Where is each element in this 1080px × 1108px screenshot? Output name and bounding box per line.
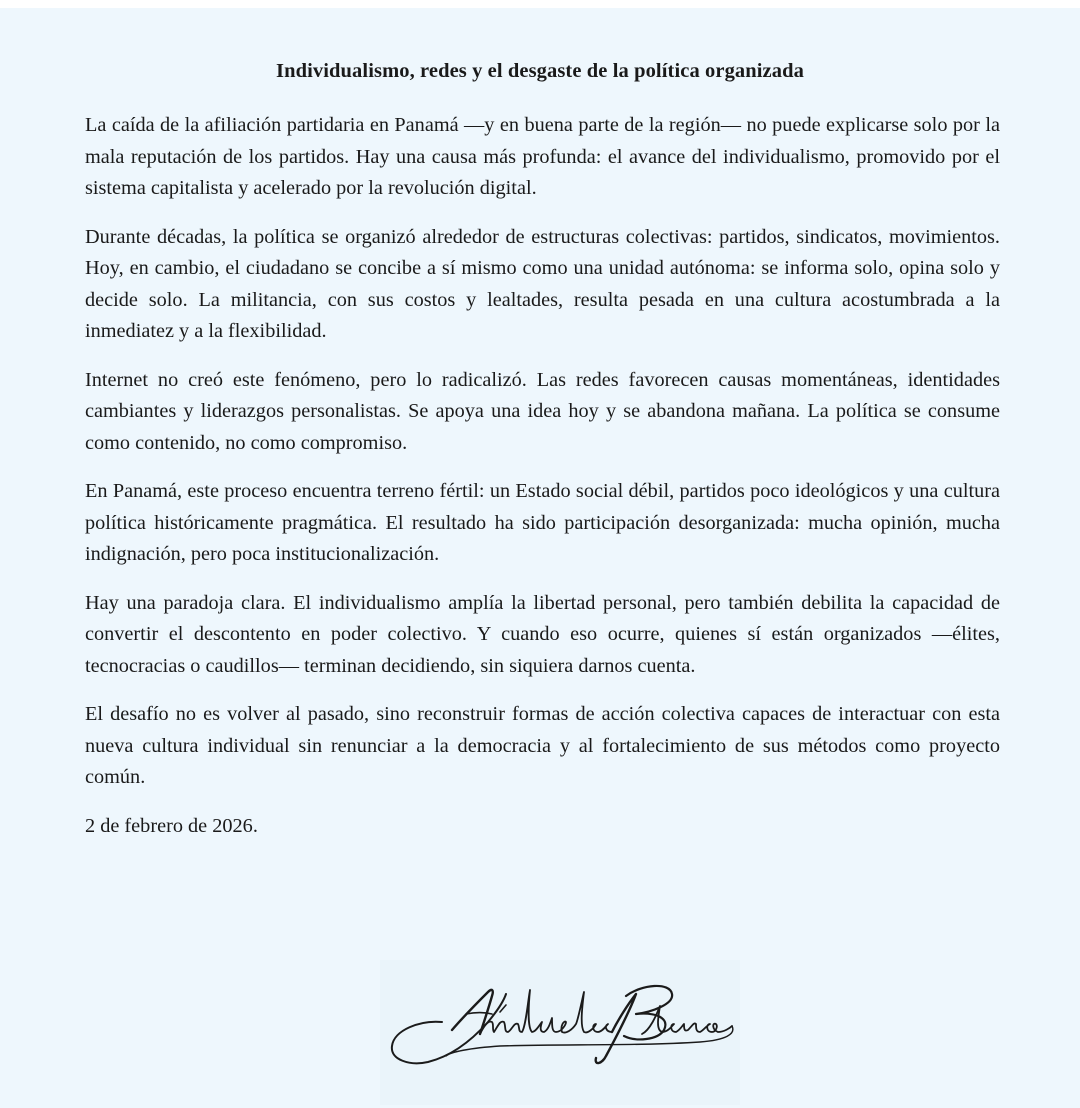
paragraph-3: Internet no creó este fenómeno, pero lo radicalizó. Las redes favorecen causas momentáneas, identidades cambiantes y liderazgos personalistas. Se apoya una idea hoy y se abandona mañana. La política se consume como contenido, no como compromiso.: [85, 368, 1000, 454]
article-body: [85, 110, 1000, 842]
article-date: 2 de febrero de 2026.: [85, 814, 258, 837]
paragraph-1: La caída de la afiliación partidaria en Panamá —y en buena parte de la región— no puede explicarse solo por la mala reputación de los partidos. Hay una causa más profunda: el avance del individualismo, promovido por el sistema capitalista y acelerado por la revolución digital.: [85, 114, 1000, 199]
paragraph-2: Durante décadas, la política se organizó alrededor de estructuras colectivas: partidos, sindicatos, movimientos. Hoy, en cambio, el ciudadano se concibe a sí mismo como una unidad autónoma: se informa solo, opina solo y decide solo. La militancia, con sus costos y lealtades, resulta pesada en una cultura acostumbrada a la inmediatez y a la flexibilidad.: [85, 225, 1000, 342]
paragraph-6: El desafío no es volver al pasado, sino reconstruir formas de acción colectiva capaces de interactuar con esta nueva cultura individual sin renunciar a la democracia y al fortalecimiento de sus métodos como proyecto común.: [85, 703, 1000, 788]
paragraph-5: Hay una paradoja clara. El individualismo amplía la libertad personal, pero también debilita la capacidad de convertir el descontento en poder colectivo. Y cuando eso ocurre, quienes sí están organizados —élites, tecnocracias o caudillos— terminan decidiendo, sin siquiera darnos cuenta.: [85, 591, 1000, 677]
paragraph-4: En Panamá, este proceso encuentra terreno fértil: un Estado social débil, partidos poco ideológicos y una cultura política históricamente pragmática. El resultado ha sido participación desorganizada: mucha opinión, mucha indignación, pero poca institucionalización.: [85, 480, 1000, 565]
document-page: [0, 8, 1080, 1108]
handwritten-signature: [380, 960, 740, 1105]
article-title: Individualismo, redes y el desgaste de la política organizada: [276, 60, 804, 82]
